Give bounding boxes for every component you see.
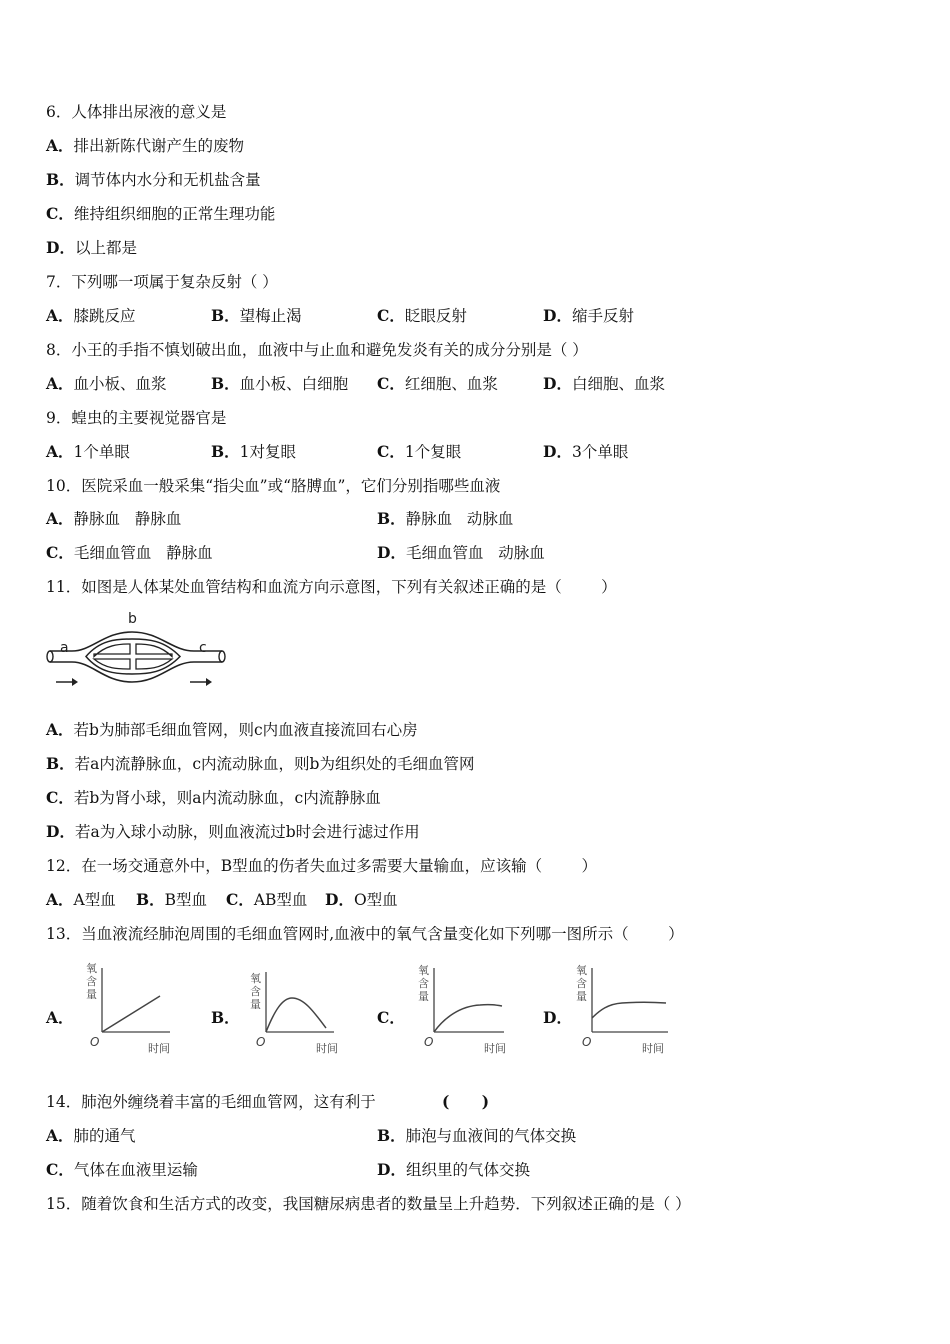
q6-option-c: C．维持组织细胞的正常生理功能	[46, 204, 276, 223]
q10-option-b: B．静脉血 动脉血	[377, 509, 514, 528]
label-b: b	[128, 611, 137, 627]
q13-graph-c	[414, 960, 514, 1060]
q11-option-c: C．若b为肾小球，则a内流动脉血，c内流静脉血	[46, 788, 381, 807]
question-15-stem: 15．随着饮食和生活方式的改变，我国糖尿病患者的数量呈上升趋势．下列叙述正确的是（ ）	[46, 1195, 691, 1213]
graph-d-origin: O	[582, 1035, 592, 1049]
q10-option-d: D．毛细血管血 动脉血	[377, 543, 545, 562]
q13-graph-a	[84, 960, 184, 1060]
q9-option-a: A．1个单眼	[46, 442, 130, 461]
graph-d-xlabel: 时间	[642, 1042, 664, 1055]
graph-c-ylabel: 氧含量	[418, 964, 429, 1003]
flow-arrow-left-icon	[56, 678, 78, 686]
graph-d-ylabel: 氧含量	[576, 964, 587, 1003]
q8-option-c: C．红细胞、血浆	[377, 374, 498, 393]
question-11-stem: 11．如图是人体某处血管结构和血流方向示意图，下列有关叙述正确的是（ ）	[46, 578, 617, 596]
q10-option-a: A．静脉血 静脉血	[46, 509, 182, 528]
q13-graph-b	[248, 960, 348, 1060]
q8-option-d: D．白细胞、血浆	[543, 374, 665, 393]
blood-vessel-diagram	[44, 606, 234, 694]
question-10-stem: 10．医院采血一般采集“指尖血”或“胳膊血”，它们分别指哪些血液	[46, 477, 501, 495]
q9-option-b: B．1对复眼	[211, 442, 296, 461]
question-12-stem: 12．在一场交通意外中，B型血的伤者失血过多需要大量输血，应该输（ ）	[46, 857, 598, 875]
q10-option-c: C．毛细血管血 静脉血	[46, 543, 213, 562]
q14-option-c: C．气体在血液里运输	[46, 1160, 198, 1179]
graph-b-xlabel: 时间	[316, 1042, 338, 1055]
q11-option-b: B．若a内流静脉血，c内流动脉血，则b为组织处的毛细血管网	[46, 754, 475, 773]
q7-option-a: A．膝跳反应	[46, 306, 136, 325]
graph-c-xlabel: 时间	[484, 1042, 506, 1055]
graph-a-ylabel: 氧含量	[86, 962, 97, 1001]
q11-option-a: A．若b为肺部毛细血管网，则c内血液直接流回右心房	[46, 720, 418, 739]
q13-option-b-letter: B．	[211, 1008, 240, 1027]
question-7-stem: 7．下列哪一项属于复杂反射（ ）	[46, 273, 278, 291]
q8-option-a: A．血小板、血浆	[46, 374, 167, 393]
q14-answer-bracket: ( )	[442, 1092, 490, 1111]
q8-option-b: B．血小板、白细胞	[211, 374, 349, 393]
q6-option-d: D．以上都是	[46, 238, 137, 257]
graph-b-ylabel: 氧含量	[250, 972, 261, 1011]
graph-c-origin: O	[424, 1035, 434, 1049]
question-14-stem: 14．肺泡外缠绕着丰富的毛细血管网，这有利于	[46, 1093, 376, 1111]
q6-option-b: B．调节体内水分和无机盐含量	[46, 170, 261, 189]
question-8-stem: 8．小王的手指不慎划破出血，血液中与止血和避免发炎有关的成分分别是（ ）	[46, 341, 588, 359]
question-6-stem: 6．人体排出尿液的意义是	[46, 103, 227, 121]
label-a: a	[60, 640, 69, 656]
q14-option-b: B．肺泡与血液间的气体交换	[377, 1126, 577, 1145]
q13-option-d-letter: D．	[543, 1008, 572, 1027]
graph-a-origin: O	[90, 1035, 100, 1049]
q13-graph-d	[572, 960, 676, 1060]
question-13-stem: 13．当血液流经肺泡周围的毛细血管网时,血液中的氧气含量变化如下列哪一图所示（ ）	[46, 925, 684, 943]
q14-option-d: D．组织里的气体交换	[377, 1160, 530, 1179]
q13-option-c-letter: C．	[377, 1008, 405, 1027]
q12-option-b: B．B型血	[136, 890, 207, 909]
q13-option-a-letter: A．	[46, 1008, 74, 1027]
q7-option-c: C．眨眼反射	[377, 306, 467, 325]
q9-option-c: C．1个复眼	[377, 442, 462, 461]
q12-option-c: C．AB型血	[226, 890, 308, 909]
label-c: c	[199, 640, 207, 656]
q7-option-d: D．缩手反射	[543, 306, 634, 325]
question-9-stem: 9．蝗虫的主要视觉器官是	[46, 409, 227, 427]
q9-option-d: D．3个单眼	[543, 442, 629, 461]
q6-option-a: A．排出新陈代谢产生的废物	[46, 136, 245, 155]
q12-option-a: A．A型血	[46, 890, 116, 909]
graph-b-origin: O	[256, 1035, 266, 1049]
flow-arrow-right-icon	[190, 678, 212, 686]
q11-option-d: D．若a为入球小动脉，则血液流过b时会进行滤过作用	[46, 822, 420, 841]
q12-option-d: D．O型血	[325, 890, 398, 909]
q7-option-b: B．望梅止渴	[211, 306, 302, 325]
graph-a-xlabel: 时间	[148, 1042, 170, 1055]
q14-option-a: A．肺的通气	[46, 1126, 136, 1145]
